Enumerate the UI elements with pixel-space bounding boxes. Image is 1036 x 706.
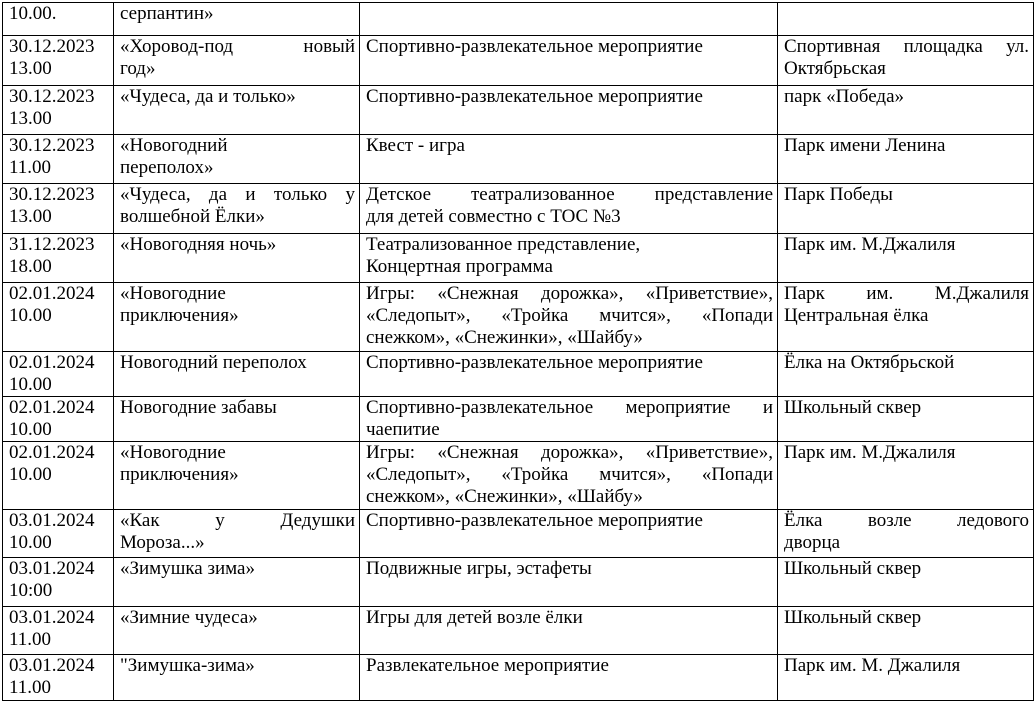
event-title-line: волшебной Ёлки» xyxy=(120,206,265,227)
title-cell xyxy=(114,558,360,607)
title-cell xyxy=(114,3,360,36)
type-cell xyxy=(360,607,778,655)
title-cell xyxy=(114,86,360,135)
event-title-line: «Чудеса, да и только у xyxy=(120,184,355,205)
event-date: 02.01.2024 xyxy=(9,397,95,418)
event-date: 02.01.2024 xyxy=(9,352,95,373)
place-cell xyxy=(778,3,1034,36)
table-row xyxy=(3,558,1034,607)
event-time: 18.00 xyxy=(9,256,52,277)
type-cell xyxy=(360,510,778,558)
table-row xyxy=(3,352,1034,397)
place-cell xyxy=(778,655,1034,701)
table-row xyxy=(3,510,1034,558)
event-date: 03.01.2024 xyxy=(9,558,95,579)
date-cell xyxy=(3,655,114,701)
title-cell xyxy=(114,397,360,442)
date-cell xyxy=(3,397,114,442)
date-cell xyxy=(3,3,114,36)
table-row xyxy=(3,442,1034,510)
event-type-line: «Следопыт», «Тройка мчится», «Попади xyxy=(366,305,773,326)
table-row xyxy=(3,607,1034,655)
event-place-line: Парк им. М.Джалиля xyxy=(784,234,956,255)
place-cell xyxy=(778,442,1034,510)
event-place-line: Парк им. М.Джалиля xyxy=(784,283,1029,304)
date-cell xyxy=(3,510,114,558)
event-time: 11.00 xyxy=(9,629,52,650)
event-type-line: Спортивно-развлекательное мероприятие и xyxy=(366,397,773,418)
table-row xyxy=(3,397,1034,442)
event-title-line: Мороза...» xyxy=(120,532,205,553)
title-cell xyxy=(114,36,360,86)
event-place-line: дворца xyxy=(784,532,841,553)
table-row xyxy=(3,234,1034,283)
place-cell xyxy=(778,86,1034,135)
event-time: 11.00 xyxy=(9,157,52,178)
table-row xyxy=(3,283,1034,352)
event-date: 03.01.2024 xyxy=(9,655,95,676)
event-title-line: «Зимние чудеса» xyxy=(120,607,258,628)
type-cell xyxy=(360,3,778,36)
table-row xyxy=(3,184,1034,234)
type-cell xyxy=(360,558,778,607)
event-title-line: «Новогодние xyxy=(120,442,226,463)
date-cell xyxy=(3,442,114,510)
date-cell xyxy=(3,607,114,655)
type-cell xyxy=(360,36,778,86)
title-cell xyxy=(114,510,360,558)
event-time: 10:00 xyxy=(9,580,53,601)
event-place-line: Школьный сквер xyxy=(784,558,922,579)
event-title-line: «Чудеса, да и только» xyxy=(120,86,296,107)
title-cell xyxy=(114,135,360,184)
event-type-line: для детей совместно с ТОС №3 xyxy=(366,206,621,227)
date-cell xyxy=(3,283,114,352)
type-cell xyxy=(360,352,778,397)
table-row xyxy=(3,3,1034,36)
event-time: 10.00 xyxy=(9,419,52,440)
event-place-line: Школьный сквер xyxy=(784,607,922,628)
type-cell xyxy=(360,397,778,442)
date-cell xyxy=(3,135,114,184)
event-place-line: Парк имени Ленина xyxy=(784,135,946,156)
type-cell xyxy=(360,86,778,135)
event-type-line: Спортивно-развлекательное мероприятие xyxy=(366,36,703,57)
place-cell xyxy=(778,36,1034,86)
date-cell xyxy=(3,36,114,86)
date-cell xyxy=(3,234,114,283)
event-type-line: Подвижные игры, эстафеты xyxy=(366,558,592,579)
title-cell xyxy=(114,442,360,510)
place-cell xyxy=(778,558,1034,607)
title-cell xyxy=(114,283,360,352)
event-date: 02.01.2024 xyxy=(9,442,95,463)
place-cell xyxy=(778,352,1034,397)
event-title-line: Новогодний переполох xyxy=(120,352,307,373)
event-date: 30.12.2023 xyxy=(9,184,95,205)
event-title-line: «Новогодние xyxy=(120,283,226,304)
place-cell xyxy=(778,397,1034,442)
event-type-line: Игры: «Снежная дорожка», «Приветствие», xyxy=(366,442,773,463)
event-place-line: Спортивная площадка ул. xyxy=(784,36,1029,57)
event-title-line: "Зимушка-зима» xyxy=(120,655,255,676)
event-place-line: Центральная ёлка xyxy=(784,305,929,326)
event-type-line: чаепитие xyxy=(366,419,440,440)
event-time: 10.00 xyxy=(9,464,52,485)
event-date: 30.12.2023 xyxy=(9,86,95,107)
event-title-line: «Новогодний xyxy=(120,135,228,156)
event-time: 10.00 xyxy=(9,374,52,395)
type-cell xyxy=(360,442,778,510)
type-cell xyxy=(360,655,778,701)
event-time: 10.00. xyxy=(9,3,57,24)
event-type-line: Развлекательное мероприятие xyxy=(366,655,609,676)
event-title-line: приключения» xyxy=(120,464,239,485)
place-cell xyxy=(778,184,1034,234)
event-type-line: Спортивно-развлекательное мероприятие xyxy=(366,510,703,531)
event-title-line: «Как у Дедушки xyxy=(120,510,355,531)
table-row xyxy=(3,36,1034,86)
event-title-line: год» xyxy=(120,58,156,79)
event-type-line: снежком», «Снежинки», «Шайбу» xyxy=(366,486,643,507)
event-type-line: Театрализованное представление, xyxy=(366,234,641,255)
event-date: 03.01.2024 xyxy=(9,607,95,628)
event-title-line: переполох» xyxy=(120,157,214,178)
event-place-line: Парк им. М. Джалиля xyxy=(784,655,961,676)
event-place-line: парк «Победа» xyxy=(784,86,905,107)
event-type-line: «Следопыт», «Тройка мчится», «Попади xyxy=(366,464,773,485)
event-title-line: приключения» xyxy=(120,305,239,326)
type-cell xyxy=(360,135,778,184)
event-type-line: Спортивно-развлекательное мероприятие xyxy=(366,352,703,373)
event-title-line: «Хоровод-под новый xyxy=(120,36,355,57)
event-time: 11.00 xyxy=(9,677,52,698)
event-date: 30.12.2023 xyxy=(9,135,95,156)
event-title-line: серпантин» xyxy=(120,3,214,24)
event-place-line: Школьный сквер xyxy=(784,397,922,418)
event-type-line: Игры для детей возле ёлки xyxy=(366,607,583,628)
event-place-line: Парк Победы xyxy=(784,184,893,205)
event-date: 31.12.2023 xyxy=(9,234,95,255)
title-cell xyxy=(114,352,360,397)
date-cell xyxy=(3,558,114,607)
event-type-line: Детское театрализованное представление xyxy=(366,184,773,205)
event-title-line: «Новогодняя ночь» xyxy=(120,234,277,255)
place-cell xyxy=(778,135,1034,184)
title-cell xyxy=(114,184,360,234)
event-type-line: Квест - игра xyxy=(366,135,465,156)
title-cell xyxy=(114,655,360,701)
event-place-line: Октябрьская xyxy=(784,58,886,79)
event-time: 10.00 xyxy=(9,532,52,553)
type-cell xyxy=(360,184,778,234)
event-date: 03.01.2024 xyxy=(9,510,95,531)
event-time: 13.00 xyxy=(9,108,52,129)
event-title-line: Новогодние забавы xyxy=(120,397,277,418)
date-cell xyxy=(3,184,114,234)
event-type-line: Спортивно-развлекательное мероприятие xyxy=(366,86,703,107)
event-date: 30.12.2023 xyxy=(9,36,95,57)
event-time: 13.00 xyxy=(9,58,52,79)
event-place-line: Ёлка на Октябрьской xyxy=(784,352,955,373)
place-cell xyxy=(778,510,1034,558)
event-type-line: Игры: «Снежная дорожка», «Приветствие», xyxy=(366,283,773,304)
events-table xyxy=(2,2,1034,701)
table-row xyxy=(3,655,1034,701)
event-place-line: Ёлка возле ледового xyxy=(784,510,1029,531)
place-cell xyxy=(778,283,1034,352)
event-time: 13.00 xyxy=(9,206,52,227)
event-type-line: Концертная программа xyxy=(366,256,553,277)
event-title-line: «Зимушка зима» xyxy=(120,558,255,579)
type-cell xyxy=(360,234,778,283)
type-cell xyxy=(360,283,778,352)
event-place-line: Парк им. М.Джалиля xyxy=(784,442,956,463)
place-cell xyxy=(778,607,1034,655)
event-date: 02.01.2024 xyxy=(9,283,95,304)
place-cell xyxy=(778,234,1034,283)
event-time: 10.00 xyxy=(9,305,52,326)
events-table-body xyxy=(3,3,1034,701)
date-cell xyxy=(3,352,114,397)
table-row xyxy=(3,86,1034,135)
title-cell xyxy=(114,607,360,655)
table-row xyxy=(3,135,1034,184)
event-type-line: снежком», «Снежинки», «Шайбу» xyxy=(366,327,643,348)
date-cell xyxy=(3,86,114,135)
title-cell xyxy=(114,234,360,283)
